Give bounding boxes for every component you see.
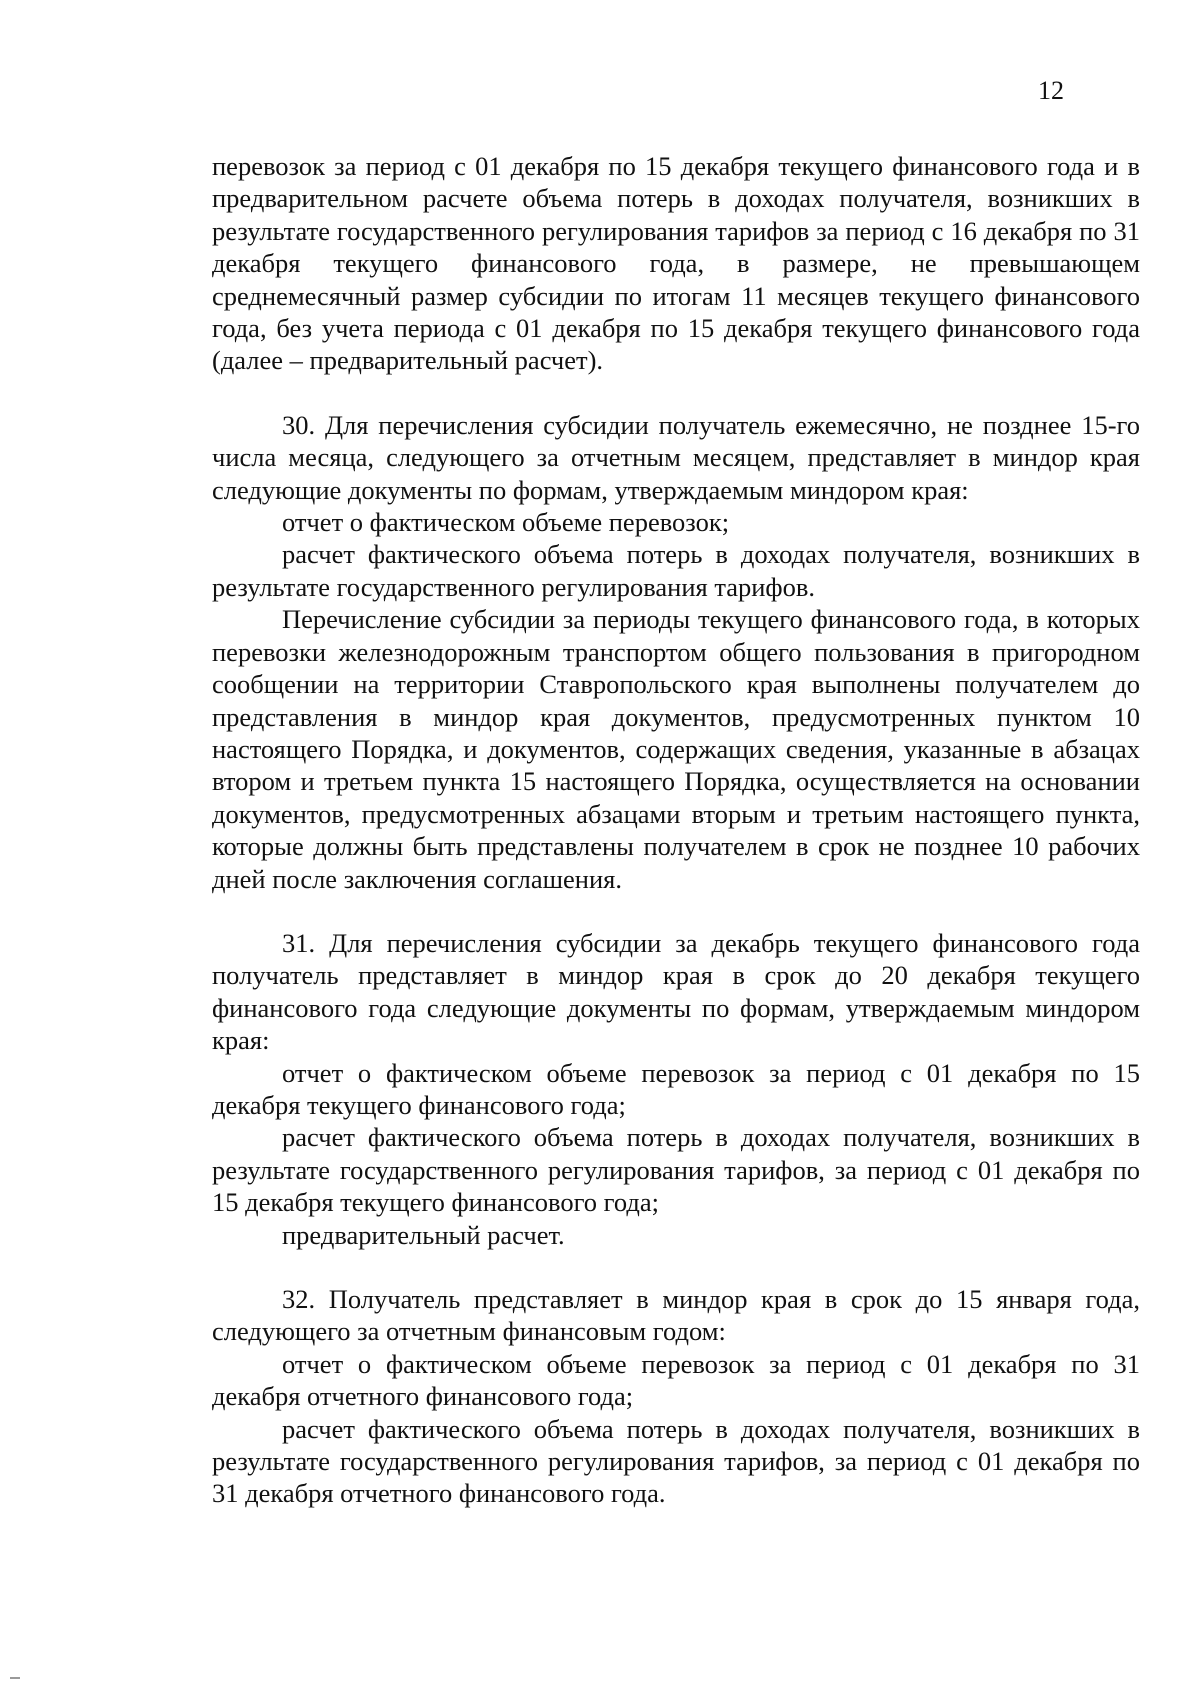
paragraph-item-32: 32. Получатель представляет в миндор края в срок до 15 января года, следующего за отчетным финансовым годом: [212,1284,1140,1347]
paragraph-item-30: 30. Для перечисления субсидии получатель ежемесячно, не позднее 15-го числа месяца, следующего за отчетным месяцем, представляет в миндор края следующие документы по формам, утверждаемым миндором края: [212,409,1140,505]
paragraph-item-31-calculation: расчет фактического объема потерь в доходах получателя, возникших в результате государственного регулирования тарифов, за период с 01 декабря по 15 декабря текущего финансового года; [212,1122,1140,1218]
paragraph-item-30-report: отчет о фактическом объеме перевозок; [282,507,730,538]
paragraph-item-31: 31. Для перечисления субсидии за декабрь текущего финансового года получатель представляет в миндор края в срок до 20 декабря текущего финансового года следующие документы по формам, утверждаемым миндором края: [212,927,1140,1056]
paragraph-item-30-calculation: расчет фактического объема потерь в доходах получателя, возникших в результате государственного регулирования тарифов. [212,539,1140,602]
scan-edge-mark [10,1677,20,1679]
paragraph-item-31-report: отчет о фактическом объеме перевозок за период с 01 декабря по 15 декабря текущего финансового года; [212,1057,1140,1120]
paragraph-continuation: перевозок за период с 01 декабря по 15 декабря текущего финансового года и в предварительном расчете объема потерь в доходах получателя, возникших в результате государственного регулирования тарифов за период с 16 декабря по 31 декабря текущего финансового года, в размере, не превышающем среднемесячный размер субсидии по итогам 11 месяцев текущего финансового года, без учета периода с 01 декабря по 15 декабря текущего финансового года (далее – предварительный расчет). [212,151,1140,376]
paragraph-item-31-preliminary: предварительный расчет. [282,1219,565,1250]
paragraph-item-32-report: отчет о фактическом объеме перевозок за период с 01 декабря по 31 декабря отчетного финансового года; [212,1348,1140,1412]
document-body [212,150,1140,1510]
paragraph-item-30-transfer: Перечисление субсидии за периоды текущего финансового года, в которых перевозки железнодорожным транспортом общего пользования в пригородном сообщении на территории Ставропольского края выполнены получателем до представления в миндор края документов, предусмотренных пунктом 10 настоящего Порядка, и документов, содержащих сведения, указанные в абзацах втором и третьем пункта 15 настоящего Порядка, осуществляется на основании документов, предусмотренных абзацами вторым и третьим настоящего пункта, которые должны быть представлены получателем в срок не позднее 10 рабочих дней после заключения соглашения. [212,604,1140,894]
paragraph-item-32-calculation: расчет фактического объема потерь в доходах получателя, возникших в результате государственного регулирования тарифов, за период с 01 декабря по 31 декабря отчетного финансового года. [212,1413,1140,1509]
page-number: 12 [1038,76,1064,105]
